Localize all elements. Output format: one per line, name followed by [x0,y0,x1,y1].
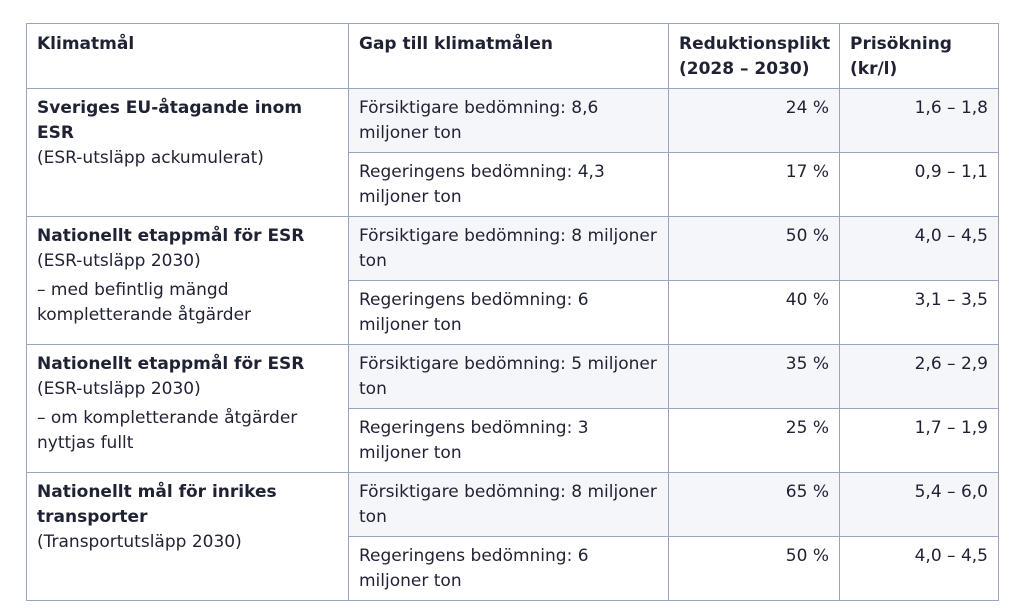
gap-cell: Regeringens bedömning: 6 miljoner ton [349,281,669,345]
header-reduktionsplikt: Reduktionsplikt (2028 – 2030) [669,24,840,89]
plikt-cell: 65 % [669,473,840,537]
goal-subtitle: (ESR-utsläpp 2030) [37,251,201,271]
goal-title: Nationellt etappmål för ESR [37,354,305,374]
goal-cell [27,217,349,345]
gap-cell: Regeringens bedömning: 6 miljoner ton [349,537,669,601]
plikt-cell: 40 % [669,281,840,345]
pris-cell: 4,0 – 4,5 [840,537,999,601]
plikt-cell: 50 % [669,537,840,601]
plikt-cell: 50 % [669,217,840,281]
table-row [27,345,999,409]
pris-cell: 1,6 – 1,8 [840,89,999,153]
goal-subtitle: (Transportutsläpp 2030) [37,532,242,552]
header-prisokning: Prisökning (kr/l) [840,24,999,89]
pris-cell: 2,6 – 2,9 [840,345,999,409]
plikt-cell: 35 % [669,345,840,409]
gap-cell: Regeringens bedömning: 4,3 miljoner ton [349,153,669,217]
goal-title: Sveriges EU-åtagande inom ESR [37,98,303,143]
pris-cell: 4,0 – 4,5 [840,217,999,281]
goal-cell [27,345,349,473]
goal-cell [27,89,349,217]
goal-subtitle: (ESR-utsläpp 2030) [37,379,201,399]
goal-note: – om kompletterande åtgärder nyttjas fullt [37,408,298,453]
header-klimatmal: Klimatmål [27,24,349,89]
gap-cell: Regeringens bedömning: 3 miljoner ton [349,409,669,473]
goal-title: Nationellt etappmål för ESR [37,226,305,246]
gap-cell: Försiktigare bedömning: 8 miljoner ton [349,473,669,537]
gap-cell: Försiktigare bedömning: 5 miljoner ton [349,345,669,409]
gap-cell: Försiktigare bedömning: 8,6 miljoner ton [349,89,669,153]
goal-cell [27,473,349,601]
plikt-cell: 17 % [669,153,840,217]
table-row [27,217,999,281]
gap-cell: Försiktigare bedömning: 8 miljoner ton [349,217,669,281]
pris-cell: 1,7 – 1,9 [840,409,999,473]
table-row [27,89,999,153]
goal-subtitle: (ESR-utsläpp ackumulerat) [37,148,264,168]
plikt-cell: 25 % [669,409,840,473]
table-row [27,473,999,537]
pris-cell: 3,1 – 3,5 [840,281,999,345]
goal-note: – med befintlig mängd kompletterande åtgärder [37,280,252,325]
pris-cell: 0,9 – 1,1 [840,153,999,217]
header-gap: Gap till klimatmålen [349,24,669,89]
plikt-cell: 24 % [669,89,840,153]
climate-table [26,23,999,601]
header-row [27,24,999,89]
goal-title: Nationellt mål för inrikes transporter [37,482,277,527]
pris-cell: 5,4 – 6,0 [840,473,999,537]
